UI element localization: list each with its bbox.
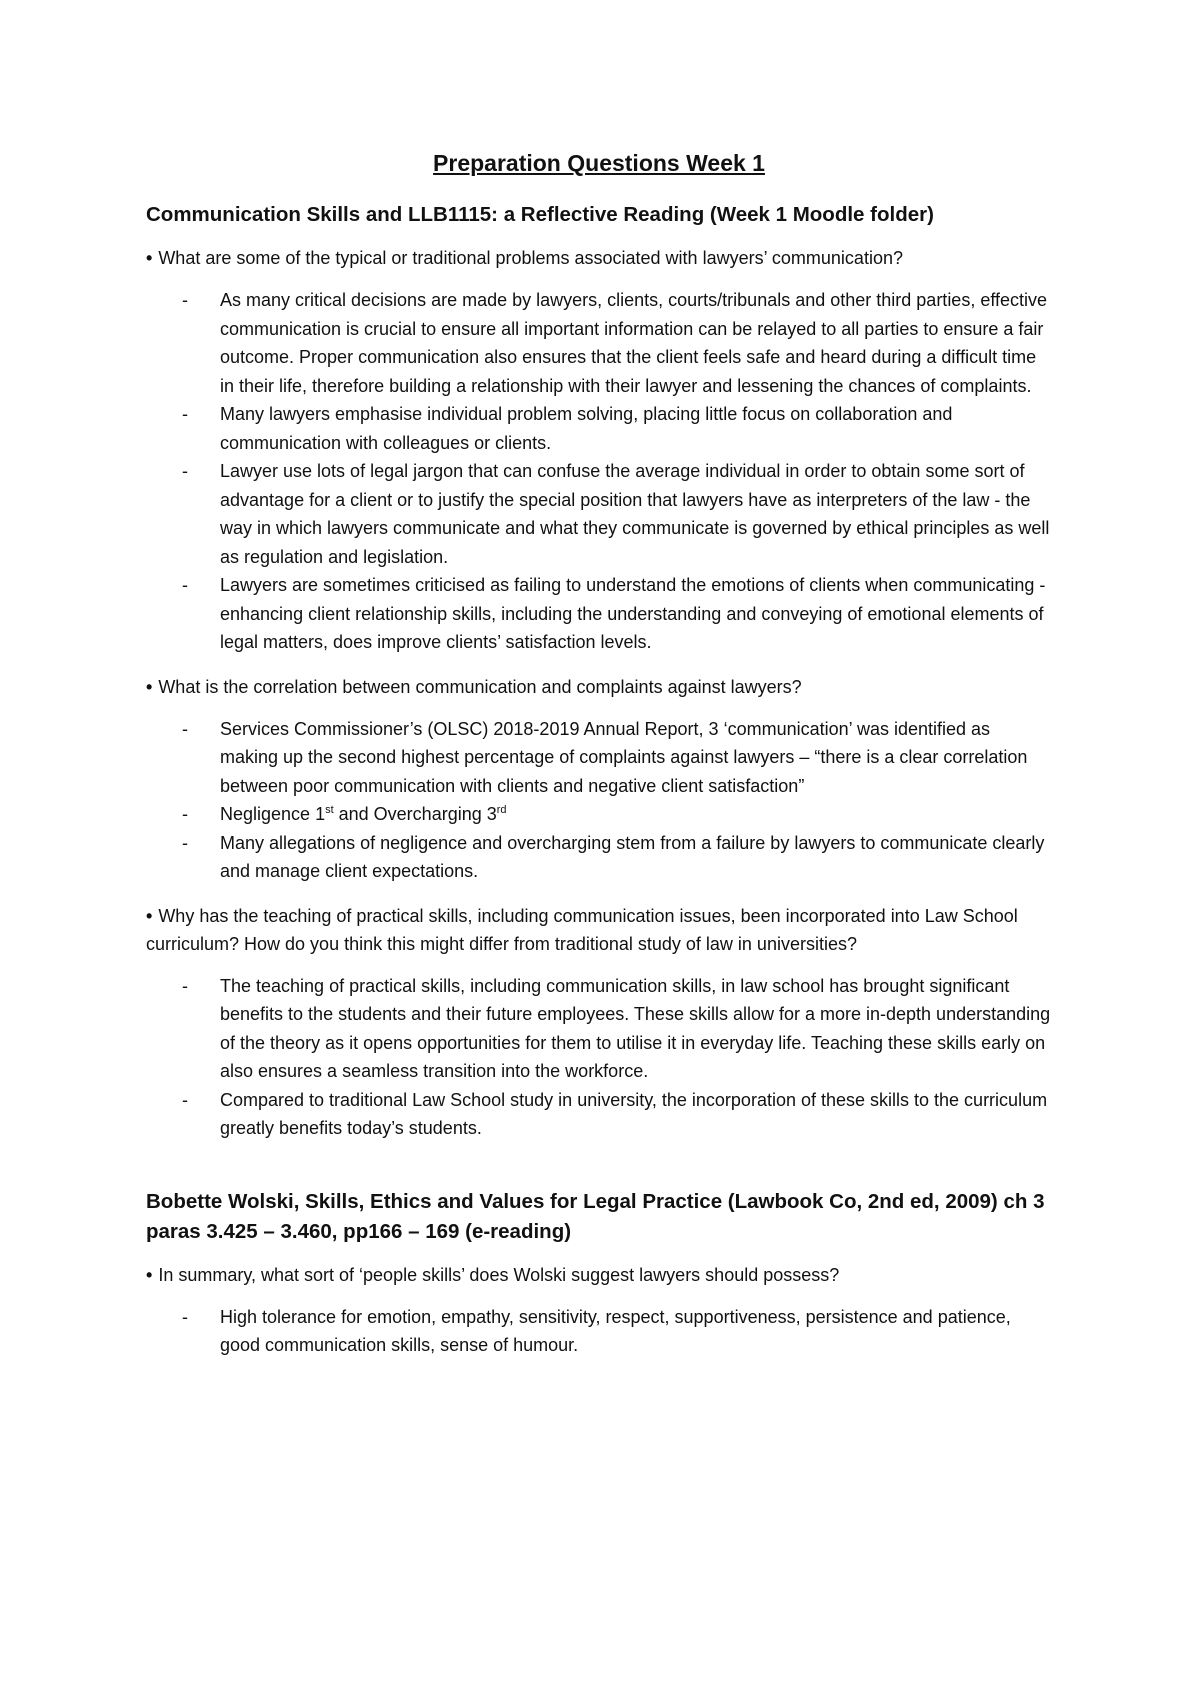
answer-item — [182, 972, 1052, 1086]
answer-text: Many lawyers emphasise individual problem solving, placing little focus on collaboration and communication with colleagues or clients. — [220, 404, 953, 453]
section-wolski-reading — [146, 1187, 1052, 1360]
answer-item — [182, 457, 1052, 571]
question-text: Why has the teaching of practical skills, including communication issues, been incorporated into Law School curriculum? How do you think this might differ from traditional study of law in universities? — [146, 905, 1018, 954]
section-heading: Communication Skills and LLB1115: a Reflective Reading (Week 1 Moodle folder) — [146, 203, 934, 226]
answer-text: As many critical decisions are made by lawyers, clients, courts/tribunals and other third parties, effective communication is crucial to ensure all important information can be relayed to all parties to ensure a fair outcome. Proper communication also ensures that the client feels safe and heard during a difficult time in their life, therefore building a relationship with their lawyer and lessening the chances of complaints. — [220, 290, 1048, 396]
question-text: What are some of the typical or traditional problems associated with lawyers’ communication? — [158, 248, 903, 268]
answer-item — [182, 715, 1052, 801]
answer-text: Compared to traditional Law School study in university, the incorporation of these skills to the curriculum greatly benefits today’s students. — [220, 1089, 1048, 1138]
dash-icon: - — [182, 290, 188, 310]
dash-icon: - — [182, 832, 188, 853]
answer-item — [182, 571, 1052, 657]
dash-icon: - — [182, 575, 188, 595]
dash-icon: - — [182, 975, 188, 996]
dash-icon: - — [182, 804, 188, 824]
section-communication-skills — [146, 200, 1052, 1143]
section-heading: Bobette Wolski, Skills, Ethics and Values for Legal Practice (Lawbook Co, 2nd ed, 2009) ch 3 paras 3.425 – 3.460, pp166 – 169 (e-reading) — [146, 1189, 1045, 1243]
answer-item-negligence — [182, 800, 1052, 829]
page-title: Preparation Questions Week 1 — [433, 150, 765, 176]
answer-text: Services Commissioner’s (OLSC) 2018-2019 Annual Report, 3 ‘communication’ was identified as making up the second highest percentage of complaints against lawyers – “there is a clear correlation between poor communication with clients and negative client satisfaction” — [220, 718, 1028, 796]
answer-list — [146, 715, 1052, 886]
question-text: In summary, what sort of ‘people skills’ does Wolski suggest lawyers should possess? — [158, 1264, 840, 1285]
bullet-icon: • — [146, 248, 153, 268]
answer-text: Negligence 1st and Overcharging 3rd — [220, 804, 507, 824]
question-text: What is the correlation between communication and complaints against lawyers? — [158, 676, 802, 697]
answer-item — [182, 1086, 1052, 1143]
question-item — [146, 902, 1052, 958]
answer-text: Lawyers are sometimes criticised as failing to understand the emotions of clients when communicating - enhancing client relationship skills, including the understanding and conveying of emotional elements of legal matters, does improve clients’ satisfaction levels. — [220, 575, 1046, 652]
question-item — [146, 244, 1052, 272]
answer-item — [182, 829, 1052, 886]
bullet-icon: • — [146, 676, 153, 697]
answer-list — [146, 286, 1052, 657]
answer-text: The teaching of practical skills, including communication skills, in law school has brought significant benefits to the students and their future employees. These skills allow for a more in-depth understanding of the theory as it opens opportunities for them to utilise it in everyday life. Teaching these skills early on also ensures a seamless transition into the workforce. — [220, 975, 1051, 1081]
dash-icon: - — [182, 1306, 188, 1327]
answer-item — [182, 286, 1052, 400]
dash-icon: - — [182, 404, 188, 424]
answer-list — [146, 972, 1052, 1143]
answer-list — [146, 1303, 1052, 1360]
question-item — [146, 1261, 1052, 1289]
bullet-icon: • — [146, 1264, 153, 1285]
question-item — [146, 673, 1052, 701]
dash-icon: - — [182, 461, 188, 481]
dash-icon: - — [182, 718, 188, 739]
answer-item — [182, 400, 1052, 457]
answer-text: Lawyer use lots of legal jargon that can confuse the average individual in order to obtain some sort of advantage for a client or to justify the special position that lawyers have as interpreters of the law - the way in which lawyers communicate and what they communicate is governed by ethical principles as well as regulation and legislation. — [220, 461, 1050, 567]
answer-text: Many allegations of negligence and overcharging stem from a failure by lawyers to communicate clearly and manage client expectations. — [220, 832, 1045, 881]
bullet-icon: • — [146, 905, 153, 926]
dash-icon: - — [182, 1089, 188, 1110]
answer-item — [182, 1303, 1052, 1360]
answer-text: High tolerance for emotion, empathy, sensitivity, respect, supportiveness, persistence and patience, good communication skills, sense of humour. — [220, 1306, 1011, 1355]
